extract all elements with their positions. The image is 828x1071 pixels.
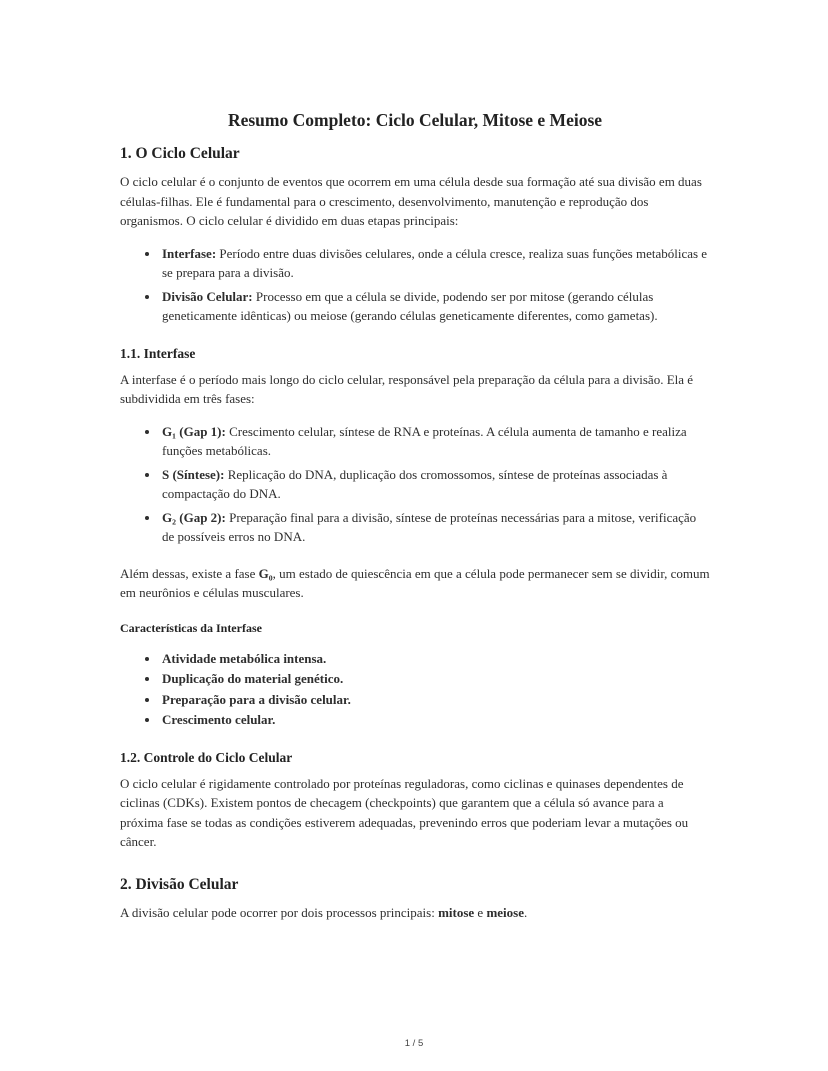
list-item-term: G₁ (Gap 1): (162, 423, 226, 439)
paragraph-interfase-intro: A interfase é o período mais longo do ciclo celular, responsável pela preparação da célula para a divisão. Ela é subdividida em três fases: (120, 371, 694, 406)
list-item-atividade (160, 649, 710, 669)
list-item-crescimento (160, 710, 710, 730)
paragraph-divisao-pre: A divisão celular pode ocorrer por dois processos principais: (120, 904, 439, 920)
paragraph-g0 (120, 564, 710, 603)
list-item-term: Interfase: (162, 245, 217, 261)
section-heading-divisao-celular: 2. Divisão Celular (120, 875, 239, 893)
list-cycle-stages (120, 244, 710, 326)
list-item-text: Crescimento celular, síntese de RNA e proteínas. A célula aumenta de tamanho e realiza funções metabólicas. (162, 423, 687, 458)
paragraph-divisao-mid: e (474, 904, 487, 920)
list-item-s-phase (160, 465, 710, 504)
list-item-g2 (160, 508, 710, 547)
paragraph-controle: O ciclo celular é rigidamente controlado por proteínas reguladoras, como ciclinas e quinases dependentes de ciclinas (CDKs). Existem pontos de checagem (checkpoints) que garantem que a célula só avance para a próxima fase se todas as condições estiverem adequadas, prevenindo erros que poderiam levar a mutações ou câncer. (120, 775, 689, 849)
paragraph-divisao-post: . (524, 904, 528, 920)
document-title: Resumo Completo: Ciclo Celular, Mitose e Meiose (227, 110, 603, 130)
paragraph-cell-cycle-intro: O ciclo celular é o conjunto de eventos que ocorrem em uma célula desde sua formação até sua divisão em duas células-filhas. Ele é fundamental para o crescimento, desenvolvimento, manutenção e reprodução dos organismos. O ciclo celular é dividido em duas etapas principais: (120, 174, 702, 228)
page-number: 1 / 5 (404, 1038, 424, 1049)
list-item-text: Preparação final para a divisão, síntese de proteínas necessárias para a mitose, verificação de possíveis erros no DNA. (162, 509, 697, 544)
list-item-text: Processo em que a célula se divide, podendo ser por mitose (gerando células geneticamente idênticas) ou meiose (gerando células geneticamente diferentes, como gametas). (162, 288, 658, 323)
list-item-term: S (Síntese): (162, 466, 225, 482)
section-heading-cell-cycle: 1. O Ciclo Celular (120, 145, 240, 162)
subsection-heading-controle: 1.2. Controle do Ciclo Celular (120, 749, 293, 765)
list-item-text: Crescimento celular. (162, 712, 276, 727)
list-item-text: Replicação do DNA, duplicação dos cromossomos, síntese de proteínas associadas à compactação do DNA. (162, 466, 668, 501)
list-item-term: G₂ (Gap 2): (162, 509, 226, 525)
list-item-text: Preparação para a divisão celular. (162, 691, 351, 707)
paragraph-g0-post: , um estado de quiescência em que a célula pode permanecer sem se dividir, comum em neurônios e células musculares. (120, 565, 710, 600)
heading-caracteristicas-interfase: Características da Interfase (120, 620, 262, 635)
subsection-heading-interfase: 1.1. Interfase (120, 345, 196, 361)
paragraph-g0-term: G₀ (258, 565, 273, 581)
list-item-text: Período entre duas divisões celulares, onde a célula cresce, realiza suas funções metabólicas e se prepara para a divisão. (162, 245, 708, 280)
list-item-text: Duplicação do material genético. (162, 671, 344, 686)
list-item-text: Atividade metabólica intensa. (162, 650, 327, 666)
paragraph-divisao-celular (120, 903, 710, 923)
term-meiose: meiose (486, 904, 524, 920)
list-item-duplicacao (160, 669, 710, 689)
list-item-divisao-celular (160, 287, 710, 326)
list-item-g1 (160, 422, 710, 461)
list-interfase-phases (120, 422, 710, 547)
paragraph-g0-pre: Além dessas, existe a fase (120, 565, 259, 581)
term-mitose: mitose (438, 904, 475, 920)
list-caracteristicas (120, 649, 710, 730)
list-item-term: Divisão Celular: (162, 288, 253, 304)
list-item-preparacao (160, 690, 710, 710)
list-item-interfase (160, 244, 710, 283)
